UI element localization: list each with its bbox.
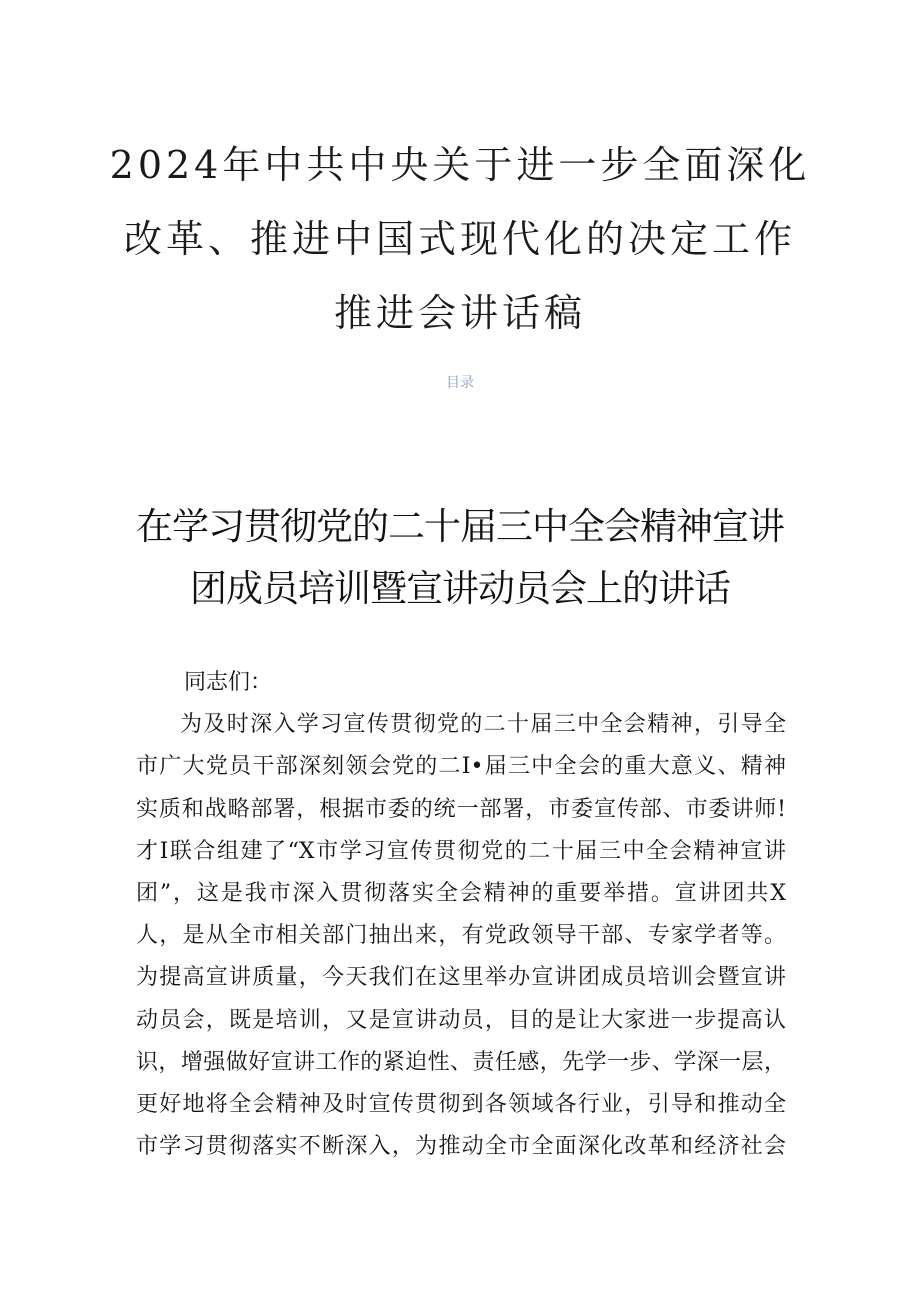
body-line: 识，增强做好宣讲工作的紧迫性、责任感，先学一步、学深一层， xyxy=(136,1049,786,1075)
body-line: 动员会，既是培训，又是宣讲动员，目的是让大家进一步提高认 xyxy=(136,1007,786,1033)
document-title-line-2: 改革、推进中国式现代化的决定工作 xyxy=(123,217,796,261)
body-line: 为提高宣讲质量，今天我们在这里举办宣讲团成员培训会暨宣讲 xyxy=(136,965,786,991)
body-line: 实质和战略部署，根据市委的统一部署，市委宣传部、市委讲师! xyxy=(136,796,786,822)
body-line: 人，是从全市相关部门抽出来，有党政领导干部、专家学者等。 xyxy=(136,923,786,949)
body-line: 才I联合组建了“X市学习宣传贯彻党的二十届三中全会精神宣讲 xyxy=(136,838,786,864)
body-line: 市学习贯彻落实不断深入，为推动全市全面深化改革和经济社会 xyxy=(136,1134,786,1160)
body-line: 团”，这是我市深入贯彻落实全会精神的重要举措。宣讲团共X xyxy=(136,880,786,906)
document-title-line-1: 2024年中共中央关于进一步全面深化 xyxy=(109,143,811,187)
speech-title xyxy=(60,496,860,620)
salutation: 同志们： xyxy=(184,670,273,695)
toc-link[interactable]: 目录 xyxy=(446,375,474,391)
document-title-line-3: 推进会讲话稿 xyxy=(333,291,586,335)
body-line: 市广大党员干部深刻领会党的二I•届三中全会的重大意义、精神 xyxy=(136,754,786,780)
speech-title-line-1: 在学习贯彻党的二十届三中全会精神宣讲 xyxy=(136,505,784,548)
body-line: 更好地将全会精神及时宣传贯彻到各领域各行业，引导和推动全 xyxy=(136,1091,786,1117)
document-title xyxy=(80,128,840,350)
speech-title-line-2: 团成员培训暨宣讲动员会上的讲话 xyxy=(190,567,730,610)
speech-body xyxy=(136,662,786,1168)
body-line: 为及时深入学习宣传贯彻党的二十届三中全会精神，引导全 xyxy=(180,712,786,738)
